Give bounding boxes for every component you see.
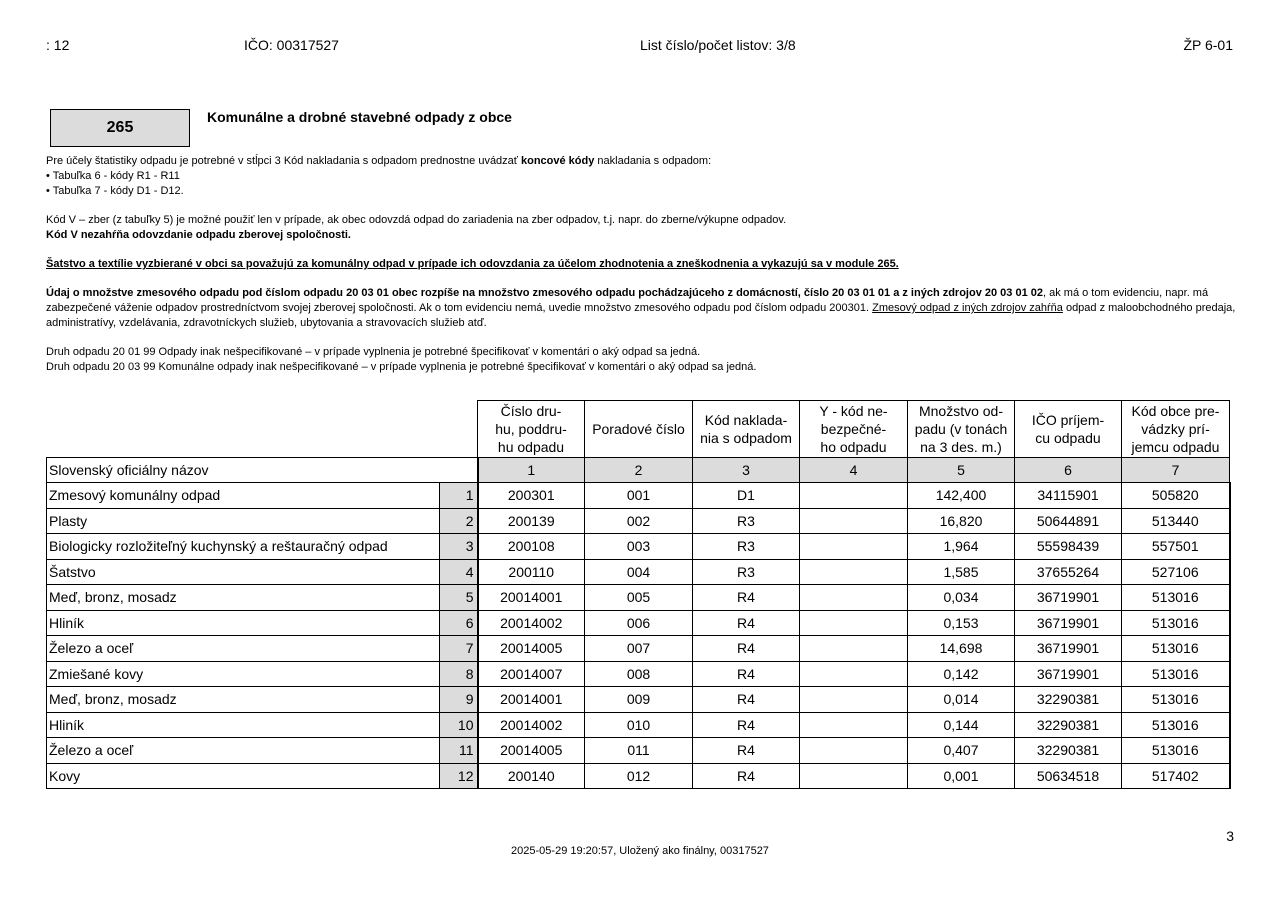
cell-handling[interactable]: R4 [693, 636, 800, 662]
cell-ico[interactable]: 32290381 [1015, 687, 1122, 713]
cell-y[interactable] [800, 585, 908, 611]
table-row [47, 585, 1230, 611]
row-index: 6 [440, 610, 478, 636]
cell-qty[interactable]: 0,144 [908, 712, 1015, 738]
cell-waste[interactable]: 20014001 [478, 687, 585, 713]
note-underlined: Šatstvo a textílie vyzbierané v obci sa považujú za komunálny odpad v prípade ich odovzdania za účelom zhodnotenia a zneškodnenia a vykazujú sa v module 265. [46, 258, 899, 270]
module-number: 265 [106, 119, 134, 136]
note-mixed-waste [46, 286, 1236, 331]
cell-obec[interactable]: 513016 [1122, 687, 1230, 713]
note-textiles [46, 257, 1236, 272]
cell-waste[interactable]: 200140 [478, 763, 585, 789]
row-index: 11 [440, 738, 478, 764]
column-header-label: Kód obce pre- vádzky prí- jemcu odpadu [1131, 403, 1220, 455]
cell-y[interactable] [800, 738, 908, 764]
module-title: Komunálne a drobné stavebné odpady z obce [207, 109, 512, 125]
column-header [693, 401, 800, 458]
cell-ico[interactable]: 34115901 [1015, 483, 1122, 509]
cell-seq[interactable]: 004 [585, 559, 693, 585]
row-name: Železo a oceľ [47, 738, 440, 764]
cell-handling[interactable]: R4 [693, 610, 800, 636]
cell-waste[interactable]: 20014001 [478, 585, 585, 611]
column-header-label: Číslo dru- hu, poddru- hu odpadu [495, 403, 567, 455]
module-number-box [50, 109, 190, 147]
cell-y[interactable] [800, 559, 908, 585]
cell-obec[interactable]: 505820 [1122, 483, 1230, 509]
table-row [47, 763, 1230, 789]
note-text: odpad z maloobchodného predaja, administratívy, vzdelávania, zdravotníckych služieb, ubytovania a stravovacích služieb atď. [46, 302, 1236, 329]
table-row [47, 738, 1230, 764]
cell-seq[interactable]: 001 [585, 483, 693, 509]
header-form-code: ŽP 6-01 [1183, 37, 1233, 53]
cell-handling[interactable]: R3 [693, 508, 800, 534]
column-header [585, 401, 693, 458]
waste-table [46, 400, 1231, 789]
cell-waste[interactable]: 20014007 [478, 661, 585, 687]
cell-handling[interactable]: R4 [693, 687, 800, 713]
column-header [800, 401, 908, 458]
cell-waste[interactable]: 200301 [478, 483, 585, 509]
cell-y[interactable] [800, 483, 908, 509]
cell-ico[interactable]: 36719901 [1015, 636, 1122, 662]
row-name: Hliník [47, 610, 440, 636]
cell-qty[interactable]: 16,820 [908, 508, 1015, 534]
column-header-label: Y - kód ne- bezpečné- ho odpadu [819, 403, 888, 455]
note-text: Druh odpadu 20 03 99 Komunálne odpady inak nešpecifikované – v prípade vyplnenia je potrebné špecifikovať v komentári o aký odpad sa jedná. [46, 361, 757, 373]
note-text: , ak má o tom evidenciu, napr. má zabezpečené váženie odpadov prostredníctvom svojej zberovej spoločnosti. Ak o tom evidenciu nemá, uvedie množstvo zmesového odpadu pod číslom odpadu 200301. [46, 287, 1209, 314]
table-row [47, 712, 1230, 738]
cell-obec[interactable]: 513016 [1122, 636, 1230, 662]
cell-waste[interactable]: 200108 [478, 534, 585, 560]
cell-y[interactable] [800, 763, 908, 789]
cell-qty[interactable]: 0,001 [908, 763, 1015, 789]
table-row [47, 483, 1230, 509]
cell-waste[interactable]: 200139 [478, 508, 585, 534]
column-number: 5 [908, 458, 1015, 483]
cell-ico[interactable]: 36719901 [1015, 661, 1122, 687]
column-header-label: IČO príjem- cu odpadu [1031, 412, 1105, 446]
row-index: 9 [440, 687, 478, 713]
note-bullet: • Tabuľka 7 - kódy D1 - D12. [46, 185, 184, 197]
cell-ico[interactable]: 55598439 [1015, 534, 1122, 560]
header-sheet-number: List číslo/počet listov: 3/8 [640, 37, 796, 53]
row-index: 5 [440, 585, 478, 611]
cell-seq[interactable]: 010 [585, 712, 693, 738]
column-header [908, 401, 1015, 458]
row-index: 3 [440, 534, 478, 560]
cell-y[interactable] [800, 661, 908, 687]
cell-obec[interactable]: 513440 [1122, 508, 1230, 534]
cell-handling[interactable]: R4 [693, 763, 800, 789]
cell-ico[interactable]: 37655264 [1015, 559, 1122, 585]
row-index: 12 [440, 763, 478, 789]
cell-obec[interactable]: 527106 [1122, 559, 1230, 585]
cell-ico[interactable]: 36719901 [1015, 610, 1122, 636]
row-name: Hliník [47, 712, 440, 738]
cell-seq[interactable]: 012 [585, 763, 693, 789]
header-ico: IČO: 00317527 [244, 37, 339, 53]
cell-ico[interactable]: 50644891 [1015, 508, 1122, 534]
cell-ico[interactable]: 32290381 [1015, 712, 1122, 738]
table-row [47, 636, 1230, 662]
note-unspecified [46, 345, 1236, 375]
row-name: Meď, bronz, mosadz [47, 687, 440, 713]
cell-ico[interactable]: 36719901 [1015, 585, 1122, 611]
cell-waste[interactable]: 20014002 [478, 712, 585, 738]
cell-obec[interactable]: 517402 [1122, 763, 1230, 789]
column-number: 3 [693, 458, 800, 483]
row-name: Biologicky rozložiteľný kuchynský a reštauračný odpad [47, 534, 440, 560]
cell-seq[interactable]: 003 [585, 534, 693, 560]
table-row [47, 610, 1230, 636]
cell-qty[interactable]: 0,142 [908, 661, 1015, 687]
column-header-label: Poradové číslo [592, 421, 685, 437]
cell-qty[interactable]: 14,698 [908, 636, 1015, 662]
cell-waste[interactable]: 20014002 [478, 610, 585, 636]
cell-handling[interactable]: D1 [693, 483, 800, 509]
cell-obec[interactable]: 513016 [1122, 610, 1230, 636]
table-row [47, 559, 1230, 585]
column-header [478, 401, 585, 458]
cell-ico[interactable]: 32290381 [1015, 738, 1122, 764]
row-index: 7 [440, 636, 478, 662]
cell-y[interactable] [800, 636, 908, 662]
cell-seq[interactable]: 005 [585, 585, 693, 611]
row-index: 8 [440, 661, 478, 687]
cell-seq[interactable]: 006 [585, 610, 693, 636]
table-row [47, 661, 1230, 687]
cell-y[interactable] [800, 712, 908, 738]
row-index: 4 [440, 559, 478, 585]
note-text: Kód V – zber (z tabuľky 5) je možné použiť len v prípade, ak obec odovzdá odpad do zariadenia na zber odpadov, t.j. napr. do zberne/výkupne odpadov. [46, 214, 787, 226]
table-row [47, 534, 1230, 560]
row-name: Železo a oceľ [47, 636, 440, 662]
column-header [1015, 401, 1122, 458]
row-name: Meď, bronz, mosadz [47, 585, 440, 611]
row-name: Plasty [47, 508, 440, 534]
cell-obec[interactable]: 513016 [1122, 712, 1230, 738]
column-header [1122, 401, 1230, 458]
cell-handling[interactable]: R4 [693, 585, 800, 611]
column-number: 1 [478, 458, 585, 483]
page-number: 3 [1226, 828, 1234, 844]
cell-handling[interactable]: R3 [693, 534, 800, 560]
table-body [47, 483, 1230, 789]
cell-obec[interactable]: 513016 [1122, 585, 1230, 611]
row-name: Zmesový komunálny odpad [47, 483, 440, 509]
cell-waste[interactable]: 20014005 [478, 738, 585, 764]
note-final-codes [46, 154, 1236, 199]
note-bold: Kód V nezahŕňa odovzdanie odpadu zberovej spoločnosti. [46, 229, 351, 241]
cell-ico[interactable]: 50634518 [1015, 763, 1122, 789]
column-number: 4 [800, 458, 908, 483]
cell-qty[interactable]: 0,014 [908, 687, 1015, 713]
cell-y[interactable] [800, 508, 908, 534]
cell-seq[interactable]: 007 [585, 636, 693, 662]
cell-handling[interactable]: R4 [693, 712, 800, 738]
note-underlined: Zmesový odpad z iných zdrojov zahŕňa [872, 302, 1063, 314]
table-row [47, 508, 1230, 534]
column-header-label: Množstvo od- padu (v tonách na 3 des. m.) [914, 403, 1008, 455]
row-name: Kovy [47, 763, 440, 789]
cell-qty[interactable]: 0,407 [908, 738, 1015, 764]
note-bold: Údaj o množstve zmesového odpadu pod číslom odpadu 20 03 01 obec rozpíše na množstvo zmesového odpadu pochádzajúceho z domácností, číslo 20 03 01 01 a z iných zdrojov 20 03 01 02 [46, 287, 1043, 299]
note-code-v [46, 213, 1236, 243]
cell-seq[interactable]: 011 [585, 738, 693, 764]
row-index: 1 [440, 483, 478, 509]
cell-seq[interactable]: 009 [585, 687, 693, 713]
column-header-label: Kód naklada- nia s odpadom [700, 412, 792, 446]
cell-y[interactable] [800, 687, 908, 713]
cell-obec[interactable]: 513016 [1122, 738, 1230, 764]
note-text: nakladania s odpadom: [594, 155, 712, 167]
name-column-header: Slovenský oficiálny názov [47, 458, 478, 483]
cell-qty[interactable]: 0,153 [908, 610, 1015, 636]
cell-qty[interactable]: 1,585 [908, 559, 1015, 585]
table-corner [47, 401, 478, 458]
cell-qty[interactable]: 1,964 [908, 534, 1015, 560]
cell-handling[interactable]: R4 [693, 738, 800, 764]
cell-handling[interactable]: R3 [693, 559, 800, 585]
cell-y[interactable] [800, 610, 908, 636]
note-bullet: • Tabuľka 6 - kódy R1 - R11 [46, 170, 180, 182]
header-page-ref: : 12 [46, 37, 70, 53]
row-index: 10 [440, 712, 478, 738]
note-text: Druh odpadu 20 01 99 Odpady inak nešpecifikované – v prípade vyplnenia je potrebné špecifikovať v komentári o aký odpad sa jedná. [46, 346, 701, 358]
footer-status: 2025-05-29 19:20:57, Uložený ako finálny, 00317527 [511, 845, 769, 857]
column-number: 6 [1015, 458, 1122, 483]
note-text: Pre účely štatistiky odpadu je potrebné v stĺpci 3 Kód nakladania s odpadom prednostne uvádzať [46, 155, 521, 167]
cell-seq[interactable]: 002 [585, 508, 693, 534]
cell-handling[interactable]: R4 [693, 661, 800, 687]
cell-obec[interactable]: 513016 [1122, 661, 1230, 687]
row-index: 2 [440, 508, 478, 534]
cell-y[interactable] [800, 534, 908, 560]
cell-obec[interactable]: 557501 [1122, 534, 1230, 560]
column-number: 7 [1122, 458, 1230, 483]
cell-waste[interactable]: 20014005 [478, 636, 585, 662]
note-bold: koncové kódy [520, 155, 595, 167]
row-name: Zmiešané kovy [47, 661, 440, 687]
row-name: Šatstvo [47, 559, 440, 585]
cell-qty[interactable]: 142,400 [908, 483, 1015, 509]
cell-waste[interactable]: 200110 [478, 559, 585, 585]
column-number: 2 [585, 458, 693, 483]
cell-seq[interactable]: 008 [585, 661, 693, 687]
table-row [47, 687, 1230, 713]
cell-qty[interactable]: 0,034 [908, 585, 1015, 611]
